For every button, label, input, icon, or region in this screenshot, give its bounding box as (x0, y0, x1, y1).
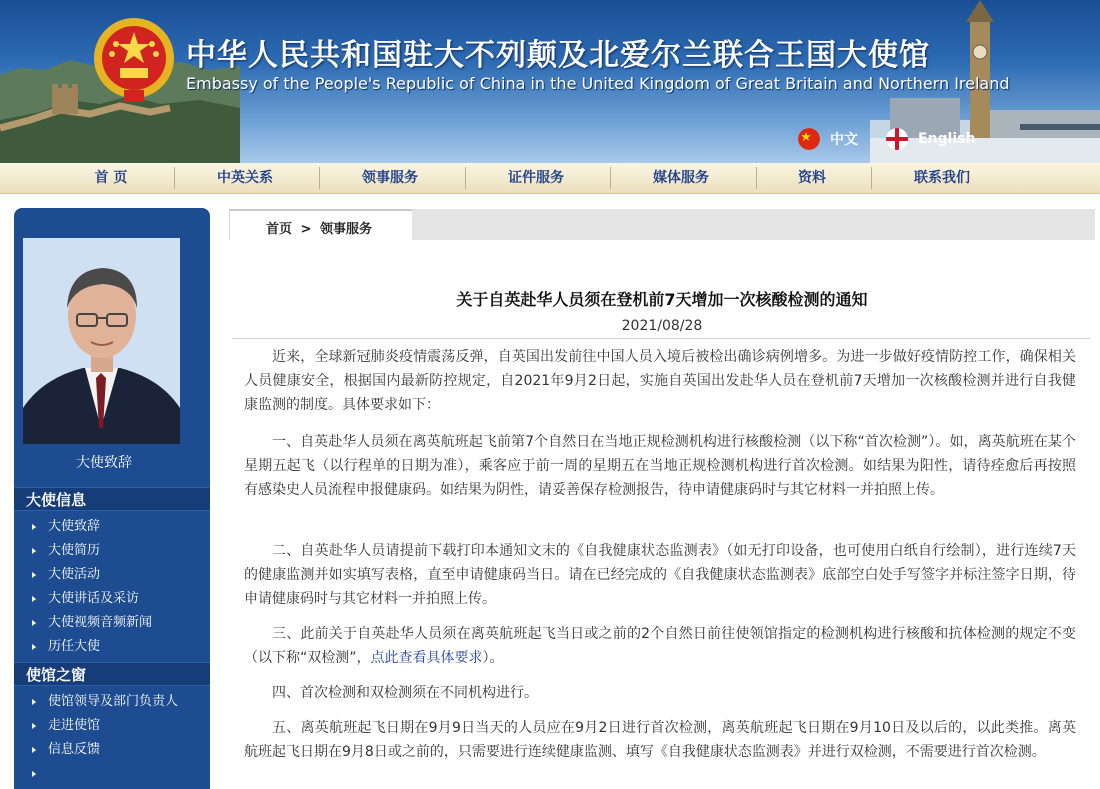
article-paragraph-3-end: ）。 (482, 650, 504, 666)
triangle-bullet-icon (32, 699, 36, 705)
triangle-bullet-icon (32, 572, 36, 578)
triangle-bullet-icon (32, 644, 36, 650)
nav-consular-services[interactable]: 领事服务 (362, 170, 418, 186)
sidebar-item-video-audio-news[interactable]: 大使视频音频新闻 (14, 611, 210, 635)
article-paragraph-2: 二、自英赴华人员请提前下载打印本通知文末的《自我健康状态监测表》（如无打印设备，也可使用白纸自行绘制），进行连续7天的健康监测并如实填写表格，直至申请健康码当日。请在已经完成的《自我健康状态监测表》底部空白处手写签字并标注签字日期，待申请健康码时与其它材料一并拍照上传。 (244, 543, 1076, 607)
nav-resources[interactable]: 资料 (798, 170, 826, 186)
ambassador-photo[interactable] (23, 238, 180, 444)
china-flag-icon (798, 128, 820, 150)
ambassador-caption: 大使致辞 (76, 455, 132, 471)
sidebar (14, 208, 210, 789)
article-paragraph-3-text: 三、此前关于自英赴华人员须在离英航班起飞当日或之前的2个自然日前往使领馆指定的检测机构进行核酸和抗体检测的规定不变（以下称“双检测”， (244, 626, 1076, 666)
article-paragraph-5: 五、离英航班起飞日期在9月9日当天的人员应在9月2日进行首次检测，离英航班起飞日期在9月10日及以后的，以此类推。离英航班起飞日期在9月8日或之前的，只需要进行连续健康监测、填写《自我健康状态监测表》并进行双检测，不需要进行首次检测。 (244, 720, 1076, 760)
nav-contact-us[interactable]: 联系我们 (914, 170, 970, 186)
embassy-title-cn: 中华人民共和国驻大不列颠及北爱尔兰联合王国大使馆 (186, 38, 930, 73)
sidebar-item-speeches-interviews[interactable]: 大使讲话及采访 (14, 587, 210, 611)
nav-divider (871, 167, 872, 189)
nav-china-uk-relations[interactable]: 中英关系 (217, 170, 273, 186)
nav-divider (610, 167, 611, 189)
nav-divider (174, 167, 175, 189)
section-ambassador-info-title: 大使信息 (14, 487, 210, 511)
article-paragraph-intro: 近来，全球新冠肺炎疫情震荡反弹，自英国出发前往中国人员入境后被检出确诊病例增多。为进一步做好疫情防控工作，确保相关人员健康安全，根据国内最新防控规定，自2021年9月2日起，实施自英国出发赴华人员在登机前7天增加一次核酸检测并进行自我健康监测的制度。具体要求如下： (244, 349, 1076, 413)
breadcrumb (266, 218, 372, 237)
section-embassy-window-title: 使馆之窗 (14, 662, 210, 686)
sidebar-item-feedback[interactable]: 信息反馈 (14, 738, 210, 762)
sidebar-item-former-ambassadors[interactable]: 历任大使 (14, 635, 210, 659)
breadcrumb-tab (229, 209, 412, 240)
sidebar-item-ambassador-activities[interactable]: 大使活动 (14, 563, 210, 587)
lang-english-label: English (918, 131, 976, 147)
breadcrumb-home-link[interactable]: 首页 (266, 222, 293, 237)
sidebar-item-ambassador-speech[interactable]: 大使致辞 (14, 515, 210, 539)
sidebar-item-more[interactable] (14, 762, 210, 786)
article-title: 关于自英赴华人员须在登机前7天增加一次核酸检测的通知 (456, 290, 868, 309)
nav-divider (319, 167, 320, 189)
nav-document-services[interactable]: 证件服务 (508, 170, 564, 186)
triangle-bullet-icon (32, 771, 36, 777)
main-nav (0, 163, 1100, 194)
embassy-title-en: Embassy of the People's Republic of China in the United Kingdom of Great Britain and Northern Ireland (186, 74, 1010, 93)
triangle-bullet-icon (32, 747, 36, 753)
national-emblem-icon (92, 14, 176, 106)
england-flag-icon (886, 128, 908, 150)
lang-chinese-label: 中文 (830, 132, 858, 148)
sidebar-item-about-embassy[interactable]: 走进使馆 (14, 714, 210, 738)
sidebar-item-embassy-leaders[interactable]: 使馆领导及部门负责人 (14, 690, 210, 714)
header-banner (0, 0, 1100, 163)
sidebar-item-ambassador-bio[interactable]: 大使简历 (14, 539, 210, 563)
breadcrumb-separator: > (300, 222, 312, 237)
triangle-bullet-icon (32, 620, 36, 626)
nav-divider (465, 167, 466, 189)
ambassador-portrait-image (23, 238, 180, 444)
article-paragraph-1: 一、自英赴华人员须在离英航班起飞前第7个自然日在当地正规检测机构进行核酸检测（以下称“首次检测”）。如，离英航班在某个星期五起飞（以行程单的日期为准），乘客应于前一周的星期五在当地正规检测机构进行首次检测。如结果为阳性，请待痊愈后再按照有感染史人员流程申报健康码。如结果为阴性，请妥善保存检测报告，待申请健康码时与其它材料一并拍照上传。 (244, 434, 1076, 498)
nav-divider (756, 167, 757, 189)
article-paragraph-4: 四、首次检测和双检测须在不同机构进行。 (272, 685, 538, 701)
breadcrumb-consular-link[interactable]: 领事服务 (319, 222, 372, 237)
view-requirements-link[interactable]: 点此查看具体要求 (370, 650, 483, 666)
triangle-bullet-icon (32, 548, 36, 554)
triangle-bullet-icon (32, 723, 36, 729)
article-paragraph-3 (244, 622, 1076, 670)
lang-chinese-link[interactable] (798, 127, 858, 151)
lang-english-link[interactable] (886, 127, 975, 151)
breadcrumb-bar (229, 209, 1095, 240)
article-divider (232, 338, 1090, 339)
triangle-bullet-icon (32, 596, 36, 602)
nav-media-services[interactable]: 媒体服务 (653, 170, 709, 186)
nav-home[interactable]: 首 页 (94, 170, 128, 186)
triangle-bullet-icon (32, 524, 36, 530)
article-date: 2021/08/28 (621, 318, 703, 334)
